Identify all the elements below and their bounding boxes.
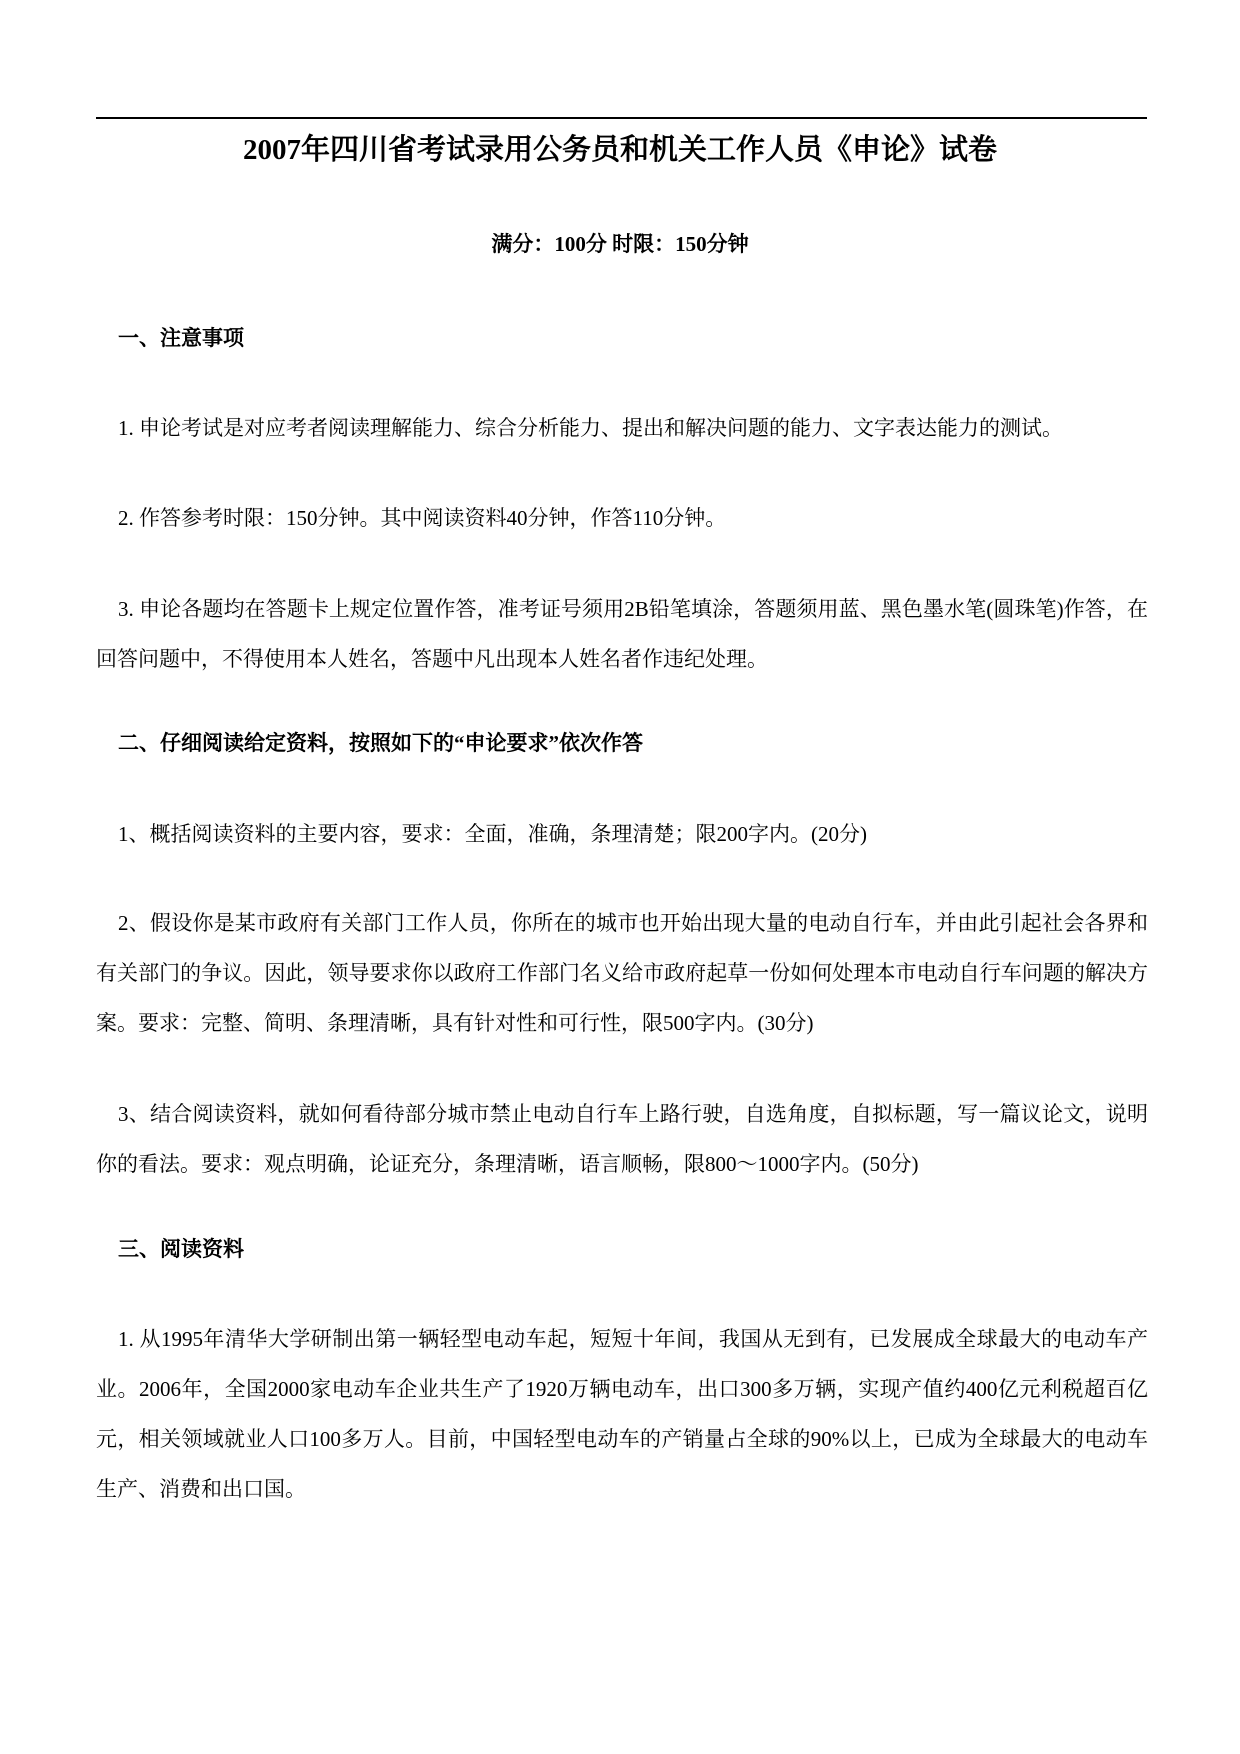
section-heading-notes: 一、注意事项 <box>118 326 244 350</box>
document-title: 2007年四川省考试录用公务员和机关工作人员《申论》试卷 <box>242 134 997 166</box>
material-item-1: 1. 从1995年清华大学研制出第一辆轻型电动车起，短短十年间，我国从无到有，已发展成全球最大的电动车产业。2006年，全国2000家电动车企业共生产了1920万辆电动车，出口300多万辆，实现产值约400亿元利税超百亿元，相关领域就业人口100多万人。目前，中国轻型电动车的产销量占全球的90%以上，已成为全球最大的电动车生产、消费和出口国。 <box>96 1327 1148 1501</box>
requirement-item-3: 3、结合阅读资料，就如何看待部分城市禁止电动自行车上路行驶，自选角度，自拟标题，写一篇议论文，说明你的看法。要求：观点明确，论证充分，条理清晰，语言顺畅，限800～1000字内。(50分) <box>96 1102 1148 1176</box>
notes-item-3: 3. 申论各题均在答题卡上规定位置作答，准考证号须用2B铅笔填涂，答题须用蓝、黑色墨水笔(圆珠笔)作答，在回答问题中，不得使用本人姓名，答题中凡出现本人姓名者作违纪处理。 <box>96 597 1148 671</box>
requirement-item-2: 2、假设你是某市政府有关部门工作人员，你所在的城市也开始出现大量的电动自行车，并由此引起社会各界和有关部门的争议。因此，领导要求你以政府工作部门名义给市政府起草一份如何处理本市电动自行车问题的解决方案。要求：完整、简明、条理清晰，具有针对性和可行性，限500字内。(30分) <box>96 911 1148 1035</box>
notes-item-1: 1. 申论考试是对应考者阅读理解能力、综合分析能力、提出和解决问题的能力、文字表达能力的测试。 <box>118 416 1063 440</box>
section-heading-materials: 三、阅读资料 <box>118 1237 244 1261</box>
section-heading-requirements: 二、仔细阅读给定资料，按照如下的“申论要求”依次作答 <box>118 731 643 755</box>
exam-meta: 满分：100分 时限：150分钟 <box>491 232 749 256</box>
requirement-item-1: 1、概括阅读资料的主要内容，要求：全面，准确，条理清楚；限200字内。(20分) <box>118 822 867 846</box>
top-rule <box>96 117 1147 119</box>
notes-item-2: 2. 作答参考时限：150分钟。其中阅读资料40分钟，作答110分钟。 <box>118 506 727 530</box>
